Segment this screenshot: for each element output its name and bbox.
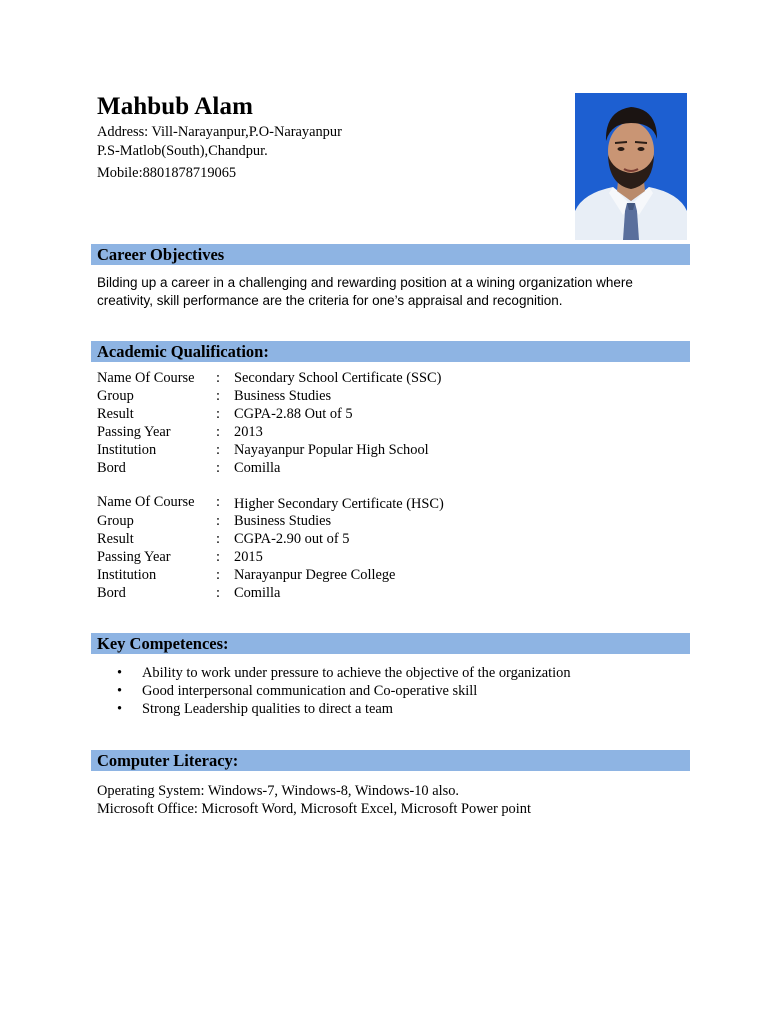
career-objectives-header: [91, 244, 690, 265]
row-value: Higher Secondary Certificate (HSC): [234, 496, 444, 512]
row-label: Group: [97, 388, 134, 404]
candidate-name: Mahbub Alam: [97, 93, 254, 120]
row-separator: :: [216, 406, 220, 422]
row-value: Nayayanpur Popular High School: [234, 442, 429, 458]
row-label: Institution: [97, 442, 157, 458]
bullet-icon: •: [117, 665, 123, 681]
row-separator: :: [216, 549, 220, 565]
row-separator: :: [216, 494, 220, 510]
row-separator: :: [216, 460, 220, 476]
academic-qualification-title: Academic Qualification:: [97, 342, 269, 361]
row-separator: :: [216, 567, 220, 583]
row-value: Secondary School Certificate (SSC): [234, 370, 442, 386]
list-item-text: Good interpersonal communication and Co-operative skill: [142, 683, 478, 699]
list-item-text: Ability to work under pressure to achieve the objective of the organization: [142, 665, 571, 681]
list-item-text: Strong Leadership qualities to direct a team: [142, 701, 393, 717]
computer-literacy-title: Computer Literacy:: [97, 751, 239, 770]
row-label: Bord: [97, 585, 126, 601]
profile-photo: [575, 93, 687, 240]
row-label: Passing Year: [97, 549, 171, 565]
row-value: 2015: [234, 549, 263, 565]
operating-system-line: Operating System: Windows-7, Windows-8, Windows-10 also.: [97, 783, 460, 799]
row-separator: :: [216, 388, 220, 404]
career-objective-line-2: creativity, skill performance are the criteria for one’s appraisal and recognition.: [97, 293, 563, 308]
row-separator: :: [216, 531, 220, 547]
career-objectives-title: Career Objectives: [97, 245, 225, 264]
row-value: Business Studies: [234, 388, 332, 404]
bullet-icon: •: [117, 683, 123, 699]
row-value: CGPA-2.88 Out of 5: [234, 406, 353, 422]
row-label: Result: [97, 531, 134, 547]
row-value: Comilla: [234, 460, 281, 476]
row-separator: :: [216, 513, 220, 529]
mobile-number: Mobile:8801878719065: [97, 165, 237, 181]
row-label: Result: [97, 406, 134, 422]
row-separator: :: [216, 442, 220, 458]
row-separator: :: [216, 424, 220, 440]
row-separator: :: [216, 370, 220, 386]
key-competences-header: [91, 633, 690, 654]
address-line-1: Address: Vill-Narayanpur,P.O-Narayanpur: [97, 124, 342, 140]
row-label: Bord: [97, 460, 126, 476]
row-value: Comilla: [234, 585, 281, 601]
row-label: Group: [97, 513, 134, 529]
key-competences-title: Key Competences:: [97, 634, 229, 653]
computer-literacy-header: [91, 750, 690, 771]
row-separator: :: [216, 585, 220, 601]
bullet-icon: •: [117, 701, 123, 717]
microsoft-office-line: Microsoft Office: Microsoft Word, Microsoft Excel, Microsoft Power point: [97, 801, 531, 817]
row-value: Business Studies: [234, 513, 332, 529]
address-line-2: P.S-Matlob(South),Chandpur.: [97, 143, 268, 159]
row-value: 2013: [234, 424, 263, 440]
career-objective-line-1: Bilding up a career in a challenging and rewarding position at a wining organization where: [97, 275, 633, 290]
row-label: Name Of Course: [97, 494, 195, 510]
academic-qualification-header: [91, 341, 690, 362]
row-label: Passing Year: [97, 424, 171, 440]
row-label: Institution: [97, 567, 157, 583]
row-value: Narayanpur Degree College: [234, 567, 396, 583]
row-label: Name Of Course: [97, 370, 195, 386]
row-value: CGPA-2.90 out of 5: [234, 531, 350, 547]
